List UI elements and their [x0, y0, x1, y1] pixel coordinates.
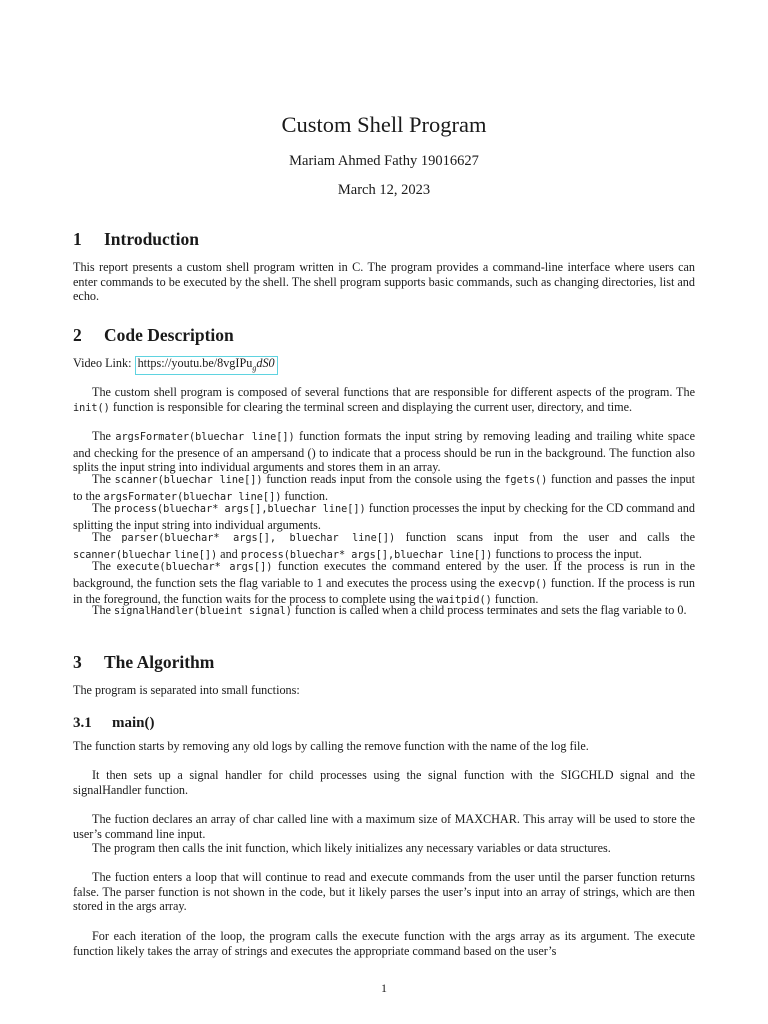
section-number: 1 — [73, 229, 82, 249]
video-link-url-part: https://youtu.be/8vgIPu — [137, 356, 253, 370]
text-run: function. — [491, 592, 539, 606]
video-link-label: Video Link: — [73, 356, 132, 370]
video-link-url-part: dS0 — [256, 356, 275, 370]
code-inline: process(bluechar* args[],bluechar line[]) — [240, 549, 493, 561]
code-inline: signalHandler(blueint signal) — [114, 606, 292, 617]
text-run: function is responsible for clearing the terminal screen and displaying the current user, directory, and time. — [109, 399, 633, 414]
main-paragraph-2: It then sets up a signal handler for child processes using the signal function with the SIGCHLD signal and the signalHandler function. — [73, 768, 695, 797]
algorithm-intro: The program is separated into small functions: — [73, 683, 300, 697]
section-title: The Algorithm — [104, 652, 215, 672]
code-inline: fgets() — [504, 475, 548, 486]
video-link-url-sub: g — [252, 363, 257, 373]
code-inline: scanner(bluechar — [73, 549, 172, 561]
text-run: function formats the input string by removing leading and trailing white space and checking for the presence of an ampersand () to indicate that a process should be run in the background. The function also splits the input string into individual arguments and stores them in an array. — [73, 429, 695, 474]
code-paragraph-argsformater — [73, 429, 695, 475]
code-inline: parser(bluechar* args[], bluechar line[]) — [121, 533, 396, 544]
code-inline: line[]) — [174, 549, 218, 561]
main-paragraph-3: The fuction declares an array of char called line with a maximum size of MAXCHAR. This array will be used to store the user’s command line input. — [73, 812, 695, 841]
text-run: The — [92, 501, 115, 515]
intro-paragraph: This report presents a custom shell program written in C. The program provides a command-line interface where users can enter commands to be executed by the shell. The shell program supports basic commands, such as changing directories, list and echo. — [73, 260, 695, 303]
code-inline: init() — [73, 402, 110, 414]
text-run: The — [92, 429, 116, 443]
section-number: 3 — [73, 652, 82, 672]
main-paragraph-4: The program then calls the init function, which likely initializes any necessary variables or data structures. — [92, 841, 611, 855]
text-run: The — [92, 559, 117, 573]
section-heading-code-description — [73, 325, 234, 345]
main-paragraph-1: The function starts by removing any old logs by calling the remove function with the name of the log file. — [73, 739, 589, 753]
section-title: Code Description — [104, 325, 234, 345]
text-run: function is called when a child process terminates and sets the flag variable to 0. — [291, 603, 687, 617]
text-run: The custom shell program is composed of several functions that are responsible for different aspects of the program. The — [92, 385, 695, 399]
code-paragraph-init — [73, 385, 695, 416]
code-paragraph-execute — [73, 559, 695, 609]
text-run: function executes the command entered by the user. If the process is run in the background, the function sets the flag variable to 1 and executes the process using the — [73, 559, 695, 590]
video-link-line — [73, 356, 695, 375]
subsection-title: main() — [112, 715, 155, 731]
subsection-heading-main — [73, 714, 155, 732]
page-number: 1 — [381, 981, 387, 995]
text-run: function scans input from the user and calls the — [395, 530, 695, 544]
text-run: function and passes the input to the — [73, 472, 696, 503]
main-paragraph-5: The fuction enters a loop that will continue to read and execute commands from the user until the parser function returns false. The parser function is not shown in the code, but it likely parses the user’s input into an array of strings, which are then stored in the args array. — [73, 870, 695, 913]
code-inline: execute(bluechar* args[]) — [116, 562, 273, 573]
author-line: Mariam Ahmed Fathy 19016627 — [289, 153, 479, 169]
code-inline: argsFormater(bluechar line[]) — [103, 491, 282, 503]
date-line: March 12, 2023 — [337, 182, 431, 198]
code-inline: argsFormater(bluechar line[]) — [115, 432, 295, 443]
code-inline: process(bluechar* args[],bluechar line[]) — [114, 504, 366, 515]
code-inline: execvp() — [498, 578, 548, 590]
text-run: The — [92, 472, 115, 486]
code-paragraph-signalhandler — [73, 603, 695, 620]
paper-title: Custom Shell Program — [281, 112, 487, 137]
text-run: function. — [281, 488, 329, 503]
video-link[interactable] — [135, 356, 278, 375]
code-inline: scanner(bluechar line[]) — [114, 475, 263, 486]
text-run: function processes the input by checking for the CD command and splitting the input string into individual arguments. — [73, 501, 695, 532]
text-run: and — [217, 546, 241, 561]
section-heading-algorithm — [73, 652, 214, 672]
code-paragraph-process — [73, 501, 695, 532]
text-run: function. If the process is run in the foreground, the function waits for the process to complete using the — [73, 575, 695, 606]
text-run: functions to process the input. — [492, 546, 642, 561]
section-heading-introduction — [73, 229, 199, 249]
subsection-number: 3.1 — [73, 715, 92, 731]
text-run: The — [92, 530, 122, 544]
code-inline: waitpid() — [436, 595, 492, 606]
section-number: 2 — [73, 325, 82, 345]
main-paragraph-6: For each iteration of the loop, the program calls the execute function with the args array as its argument. The execute function likely takes the array of strings and executes the appropriate command based on the user’s — [73, 929, 695, 958]
section-title: Introduction — [104, 229, 199, 249]
text-run: The — [92, 603, 114, 617]
text-run: function reads input from the console using the — [262, 472, 505, 486]
